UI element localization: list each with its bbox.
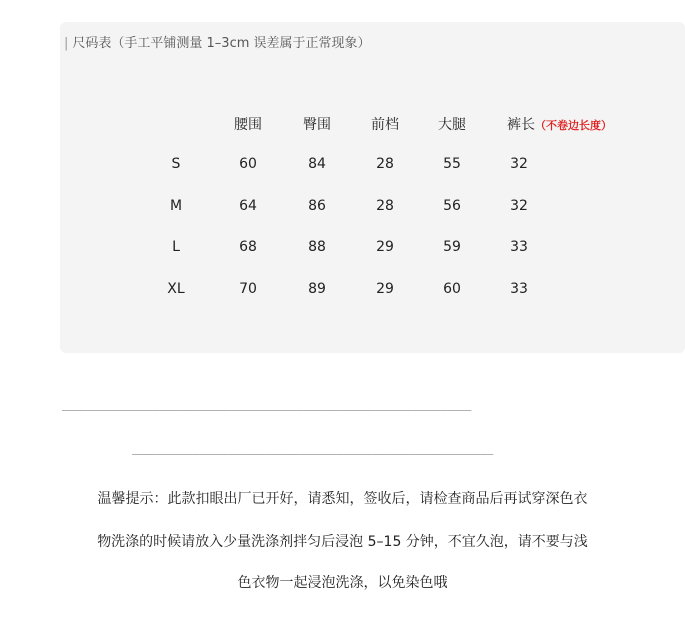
table-cell: 70 — [239, 281, 257, 297]
table-cell: 84 — [308, 156, 326, 172]
table-cell: 32 — [510, 156, 528, 172]
care-tip-line-3: 色衣物一起浸泡洗涤，以免染色哦 — [237, 575, 448, 591]
header-hip: 臀围 — [303, 117, 331, 133]
table-cell: 33 — [510, 281, 528, 297]
table-cell: 88 — [308, 239, 326, 255]
care-tip-line-2: 物洗涤的时候请放入少量洗涤剂拌匀后浸泡 5–15 分钟，不宜久泡，请不要与浅 — [97, 534, 588, 550]
table-cell: 55 — [443, 156, 461, 172]
table-cell: 56 — [443, 198, 461, 214]
row-size-label: L — [172, 239, 180, 255]
row-size-label: M — [169, 198, 183, 214]
table-cell: 28 — [376, 198, 394, 214]
table-cell: 32 — [510, 198, 528, 214]
table-cell: 86 — [308, 198, 326, 214]
header-length-note: （不卷边长度） — [535, 119, 612, 132]
care-tip-line-1: 温馨提示：此款扣眼出厂已开好，请悉知，签收后，请检查商品后再试穿深色衣 — [97, 491, 588, 507]
divider-line-long: ____________________________________________________________________ — [62, 400, 472, 411]
size-table — [60, 22, 685, 353]
table-cell: 89 — [308, 281, 326, 297]
table-cell: 64 — [239, 198, 257, 214]
table-cell: 59 — [443, 239, 461, 255]
divider-line-short: ____________________________________________________________ — [132, 444, 494, 455]
header-length — [507, 114, 612, 134]
row-size-label: XL — [167, 281, 185, 297]
table-cell: 29 — [376, 281, 394, 297]
table-cell: 29 — [376, 239, 394, 255]
size-chart-title-text: 尺码表（手工平铺测量 1–3cm 误差属于正常现象） — [72, 36, 371, 51]
table-cell: 60 — [239, 156, 257, 172]
size-chart-panel — [60, 22, 685, 353]
table-cell: 33 — [510, 239, 528, 255]
header-waist: 腰围 — [234, 117, 262, 133]
row-size-label: S — [171, 156, 181, 172]
header-thigh: 大腿 — [438, 117, 466, 133]
header-front-rise: 前档 — [371, 117, 399, 133]
table-cell: 68 — [239, 239, 257, 255]
title-bar-mark: | — [64, 36, 69, 51]
header-length-label: 裤长 — [507, 117, 535, 133]
table-cell: 60 — [443, 281, 461, 297]
table-cell: 28 — [376, 156, 394, 172]
